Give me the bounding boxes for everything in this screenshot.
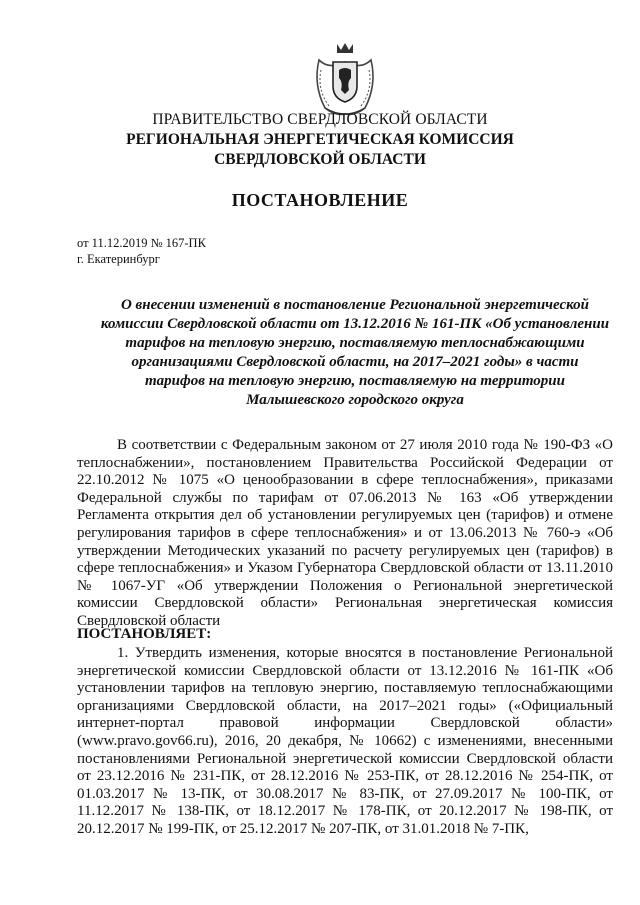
document-date-number: от 11.12.2019 № 167-ПК (77, 236, 206, 250)
commission-region: СВЕРДЛОВСКОЙ ОБЛАСТИ (214, 151, 426, 168)
document-city: г. Екатеринбург (77, 252, 160, 266)
clause-1-paragraph: 1. Утвердить изменения, которые вносятся в постановление Региональной энергетической комиссии Свердловской области от 13.12.2016 № 161-ПК «Об установлении тарифов на тепловую энергию, поставляемую теплоснабжающими организациями Свердловской области, на 2017–2021 годы» («Официальный интернет-портал правовой информации Свердловской области» (www.pravo.gov66.ru), 2016, 20 декабря, № 10662) с изменениями, внесенными постановлениями Региональной энергетической комиссии Свердловской области от 23.12.2016 № 231-ПК, от 28.12.2016 № 253-ПК, от 28.12.2016 № 254-ПК, от 01.03.2017 № 13-ПК, от 30.08.2017 № 83-ПК, от 27.09.2017 № 100-ПК, от 11.12.2017 № 138-ПК, от 18.12.2017 № 178-ПК, от 20.12.2017 № 198-ПК, от 20.12.2017 № 199-ПК, от 25.12.2017 № 207-ПК, от 31.01.2018 № 7-ПК, (77, 645, 613, 837)
commission-name: РЕГИОНАЛЬНАЯ ЭНЕРГЕТИЧЕСКАЯ КОМИССИЯ (126, 131, 514, 148)
government-name: ПРАВИТЕЛЬСТВО СВЕРДЛОВСКОЙ ОБЛАСТИ (152, 111, 488, 128)
document-title: О внесении изменений в постановление Региональной энергетической комиссии Свердловской области от 13.12.2016 № 161-ПК «Об установлении тарифов на тепловую энергию, поставляемую теплоснабжающими организациями Свердловской области, на 2017–2021 годы» в части тарифов на тепловую энергию, поставляемую на территории Малышевского городского округа (100, 297, 610, 408)
preamble-paragraph: В соответствии с Федеральным законом от 27 июля 2010 года № 190-ФЗ «О теплоснабжении», постановлением Правительства Российской Федерации от 22.10.2012 № 1075 «О ценообразовании в сфере теплоснабжения», приказами Федеральной службы по тарифам от 07.06.2013 № 163 «Об утверждении Регламента открытия дел об установлении регулируемых цен (тарифов) и отмене регулирования тарифов в сфере теплоснабжения» и от 13.06.2013 № 760-э «Об утверждении Методических указаний по расчету регулируемых цен (тарифов) в сфере теплоснабжения» и Указом Губернатора Свердловской области от 13.11.2010 № 1067-УГ «Об утверждении Положения о Региональной энергетической комиссии Свердловской области» Региональная энергетическая комиссия Свердловской области (77, 437, 613, 629)
decree-heading: ПОСТАНОВЛЯЕТ: (77, 626, 212, 642)
coat-of-arms-icon (311, 40, 379, 118)
document-type: ПОСТАНОВЛЕНИЕ (231, 190, 409, 210)
